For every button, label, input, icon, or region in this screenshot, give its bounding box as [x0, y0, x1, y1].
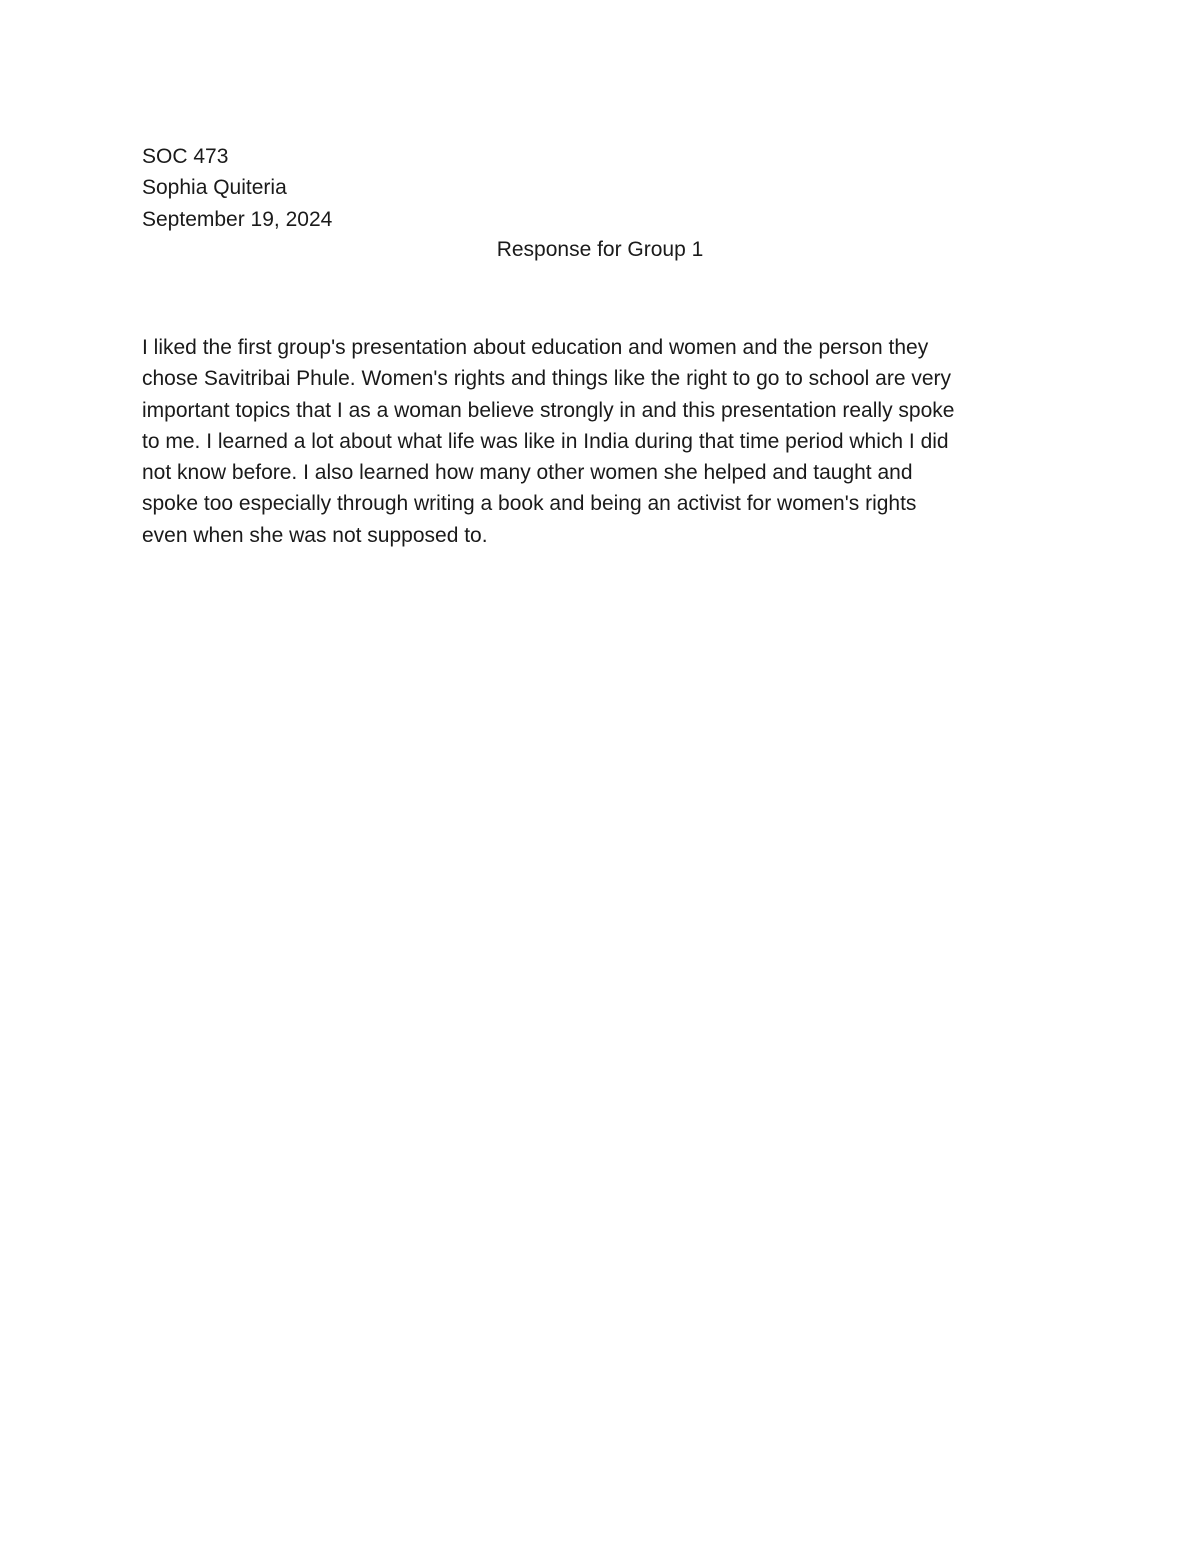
- document-title: Response for Group 1: [496, 238, 704, 261]
- paragraph-line: chose Savitribai Phule. Women's rights and things like the right to go to school are very: [142, 367, 952, 391]
- course-code: SOC 473: [142, 145, 229, 168]
- body-paragraph: [142, 332, 1062, 551]
- paragraph-line: even when she was not supposed to.: [142, 523, 488, 547]
- paragraph-line: I liked the first group's presentation about education and women and the person they: [142, 336, 929, 359]
- paragraph-line: important topics that I as a woman believe strongly in and this presentation really spoke: [142, 398, 955, 422]
- paragraph-line: to me. I learned a lot about what life was like in India during that time period which I did: [142, 429, 949, 453]
- author-name: Sophia Quiteria: [142, 176, 287, 200]
- document-header: [142, 141, 332, 235]
- paragraph-line: spoke too especially through writing a book and being an activist for women's rights: [142, 492, 917, 516]
- paragraph-line: not know before. I also learned how many other women she helped and taught and: [142, 461, 913, 485]
- document-date: September 19, 2024: [142, 207, 333, 231]
